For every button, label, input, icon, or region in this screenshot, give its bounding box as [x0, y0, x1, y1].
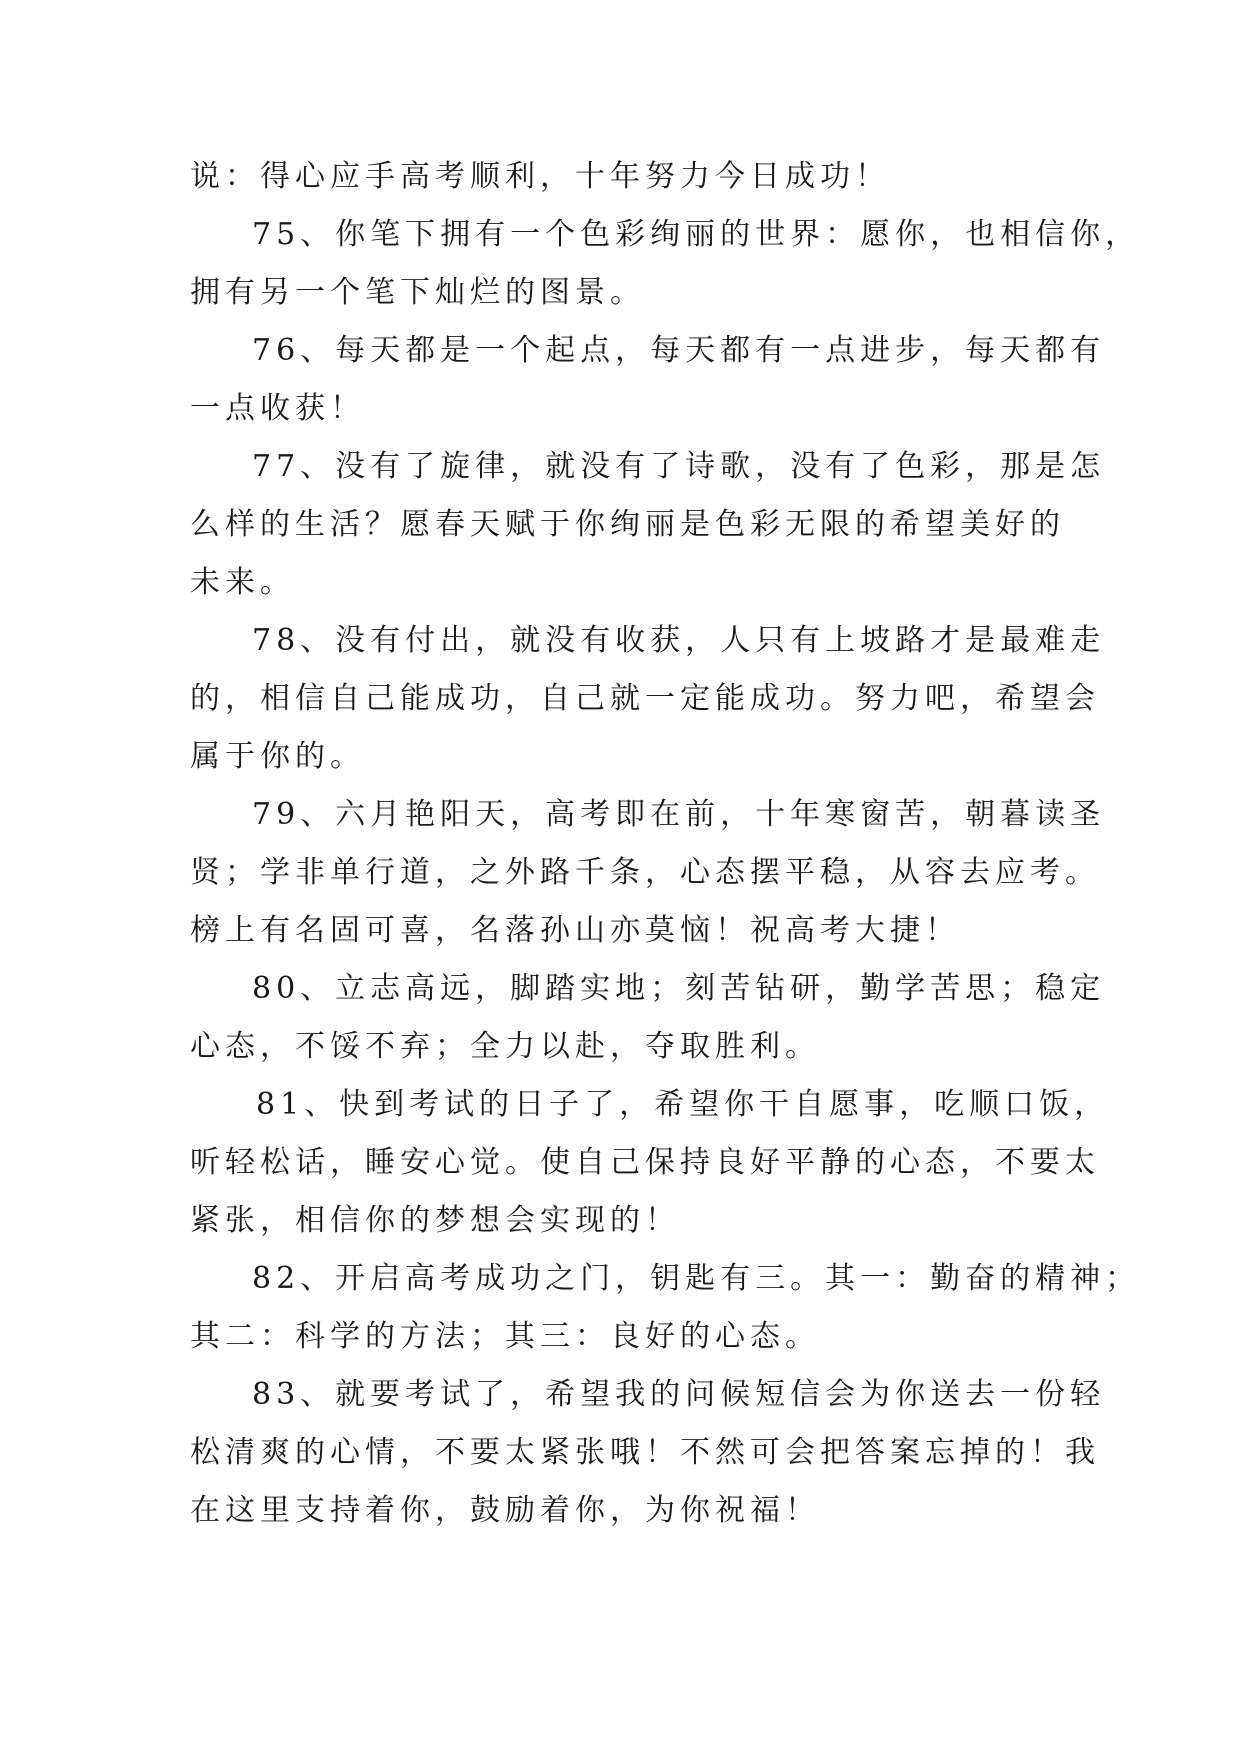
text-line: 松清爽的心情，不要太紧张哦！不然可会把答案忘掉的！我: [190, 1435, 1100, 1470]
text-line: 78、没有付出，就没有收获，人只有上坡路才是最难走: [252, 623, 1106, 658]
text-line: 说：得心应手高考顺利，十年努力今日成功！: [190, 159, 890, 194]
text-line: 的，相信自己能成功，自己就一定能成功。努力吧，希望会: [190, 681, 1100, 716]
text-line: 么样的生活？愿春天赋于你绚丽是色彩无限的希望美好的: [190, 507, 1065, 542]
text-line: 贤；学非单行道，之外路千条，心态摆平稳，从容去应考。: [190, 855, 1100, 890]
text-line: 拥有另一个笔下灿烂的图景。: [190, 275, 645, 310]
text-line: 听轻松话，睡安心觉。使自己保持良好平静的心态，不要太: [190, 1145, 1100, 1180]
text-line: 在这里支持着你，鼓励着你，为你祝福！: [190, 1493, 820, 1528]
text-line: 紧张，相信你的梦想会实现的！: [190, 1203, 680, 1238]
text-line: 79、六月艳阳天，高考即在前，十年寒窗苦，朝暮读圣: [252, 797, 1106, 832]
text-line: 75、你笔下拥有一个色彩绚丽的世界：愿你，也相信你，: [252, 217, 1141, 252]
body-text: [190, 148, 1141, 1540]
text-line: 榜上有名固可喜，名落孙山亦莫恼！祝高考大捷！: [190, 913, 960, 948]
text-line: 其二：科学的方法；其三：良好的心态。: [190, 1319, 820, 1354]
text-line: 心态，不馁不弃；全力以赴，夺取胜利。: [190, 1029, 820, 1064]
text-line: 一点收获！: [190, 391, 365, 426]
text-line: 81、快到考试的日子了，希望你干自愿事，吃顺口饭，: [256, 1087, 1110, 1122]
text-line: 80、立志高远，脚踏实地；刻苦钻研，勤学苦思；稳定: [252, 971, 1106, 1006]
text-line: 未来。: [190, 565, 295, 600]
text-line: 属于你的。: [190, 739, 365, 774]
text-line: 82、开启高考成功之门，钥匙有三。其一：勤奋的精神；: [252, 1261, 1141, 1296]
text-line: 83、就要考试了，希望我的问候短信会为你送去一份轻: [252, 1377, 1106, 1412]
text-line: 76、每天都是一个起点，每天都有一点进步，每天都有: [252, 333, 1106, 368]
text-line: 77、没有了旋律，就没有了诗歌，没有了色彩，那是怎: [252, 449, 1106, 484]
